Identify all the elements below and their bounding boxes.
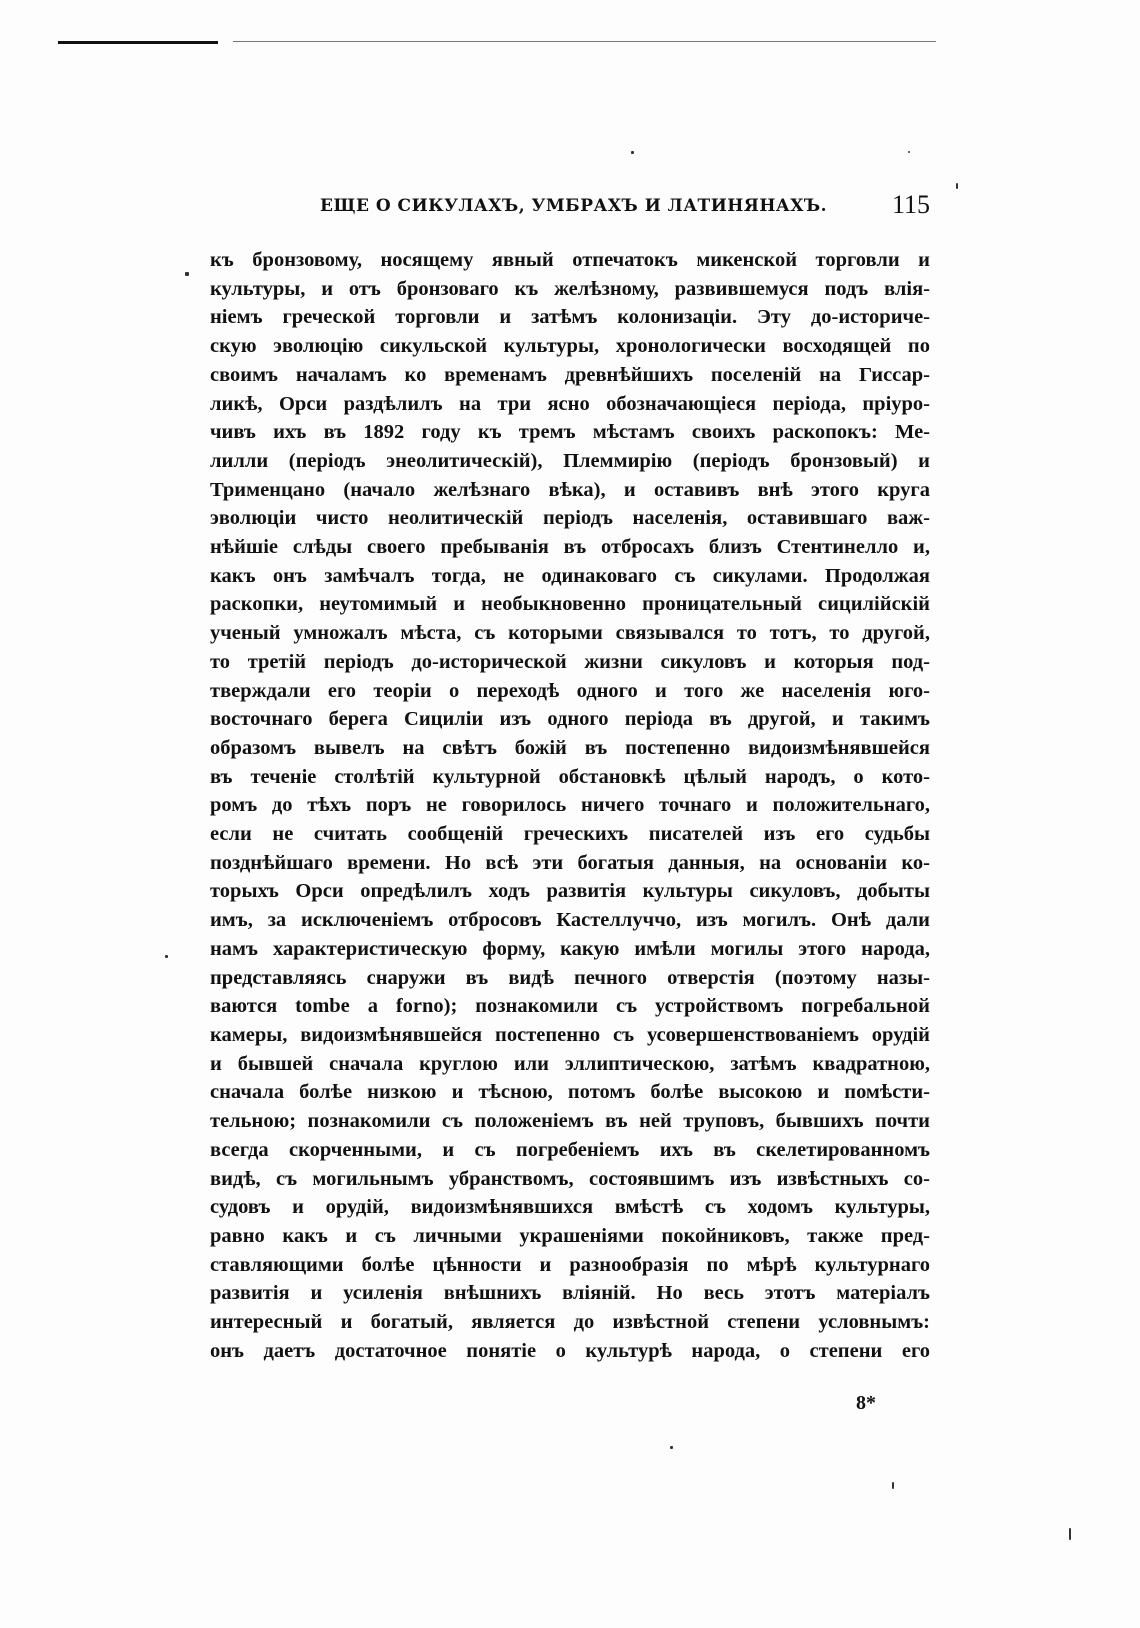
text-line: Трименцано (начало желѣзнаго вѣка), и оставивъ внѣ этого круга bbox=[210, 478, 930, 501]
text-line: интересный и богатый, является до извѣстной степени условнымъ: bbox=[210, 1311, 930, 1334]
text-line: лилли (періодъ энеолитическій), Племмирію (періодъ бронзовый) и bbox=[210, 449, 930, 472]
text-line: если не считать сообщеній греческихъ писателей изъ его судьбы bbox=[210, 823, 930, 846]
text-line: тельною; познакомили съ положеніемъ въ ней труповъ, бывшихъ почти bbox=[210, 1110, 930, 1133]
text-line: эволюціи чисто неолитическій періодъ населенія, оставившаго важ- bbox=[210, 507, 930, 530]
print-speck bbox=[1069, 1528, 1071, 1540]
text-line: всегда скорченными, и съ погребеніемъ ихъ въ скелетированномъ bbox=[210, 1138, 930, 1161]
text-line: равно какъ и съ личными украшеніями покойниковъ, также пред- bbox=[210, 1224, 930, 1247]
text-line: образомъ вывелъ на свѣтъ божій въ постепенно видоизмѣнявшейся bbox=[210, 736, 930, 759]
text-line: ваются tombe a forno); познакомили съ устройствомъ погребальной bbox=[210, 995, 930, 1018]
text-line: культуры, и отъ бронзоваго къ желѣзному, развившемуся подъ влія- bbox=[210, 277, 930, 300]
text-line: къ бронзовому, носящему явный отпечатокъ микенской торговли и bbox=[210, 249, 930, 271]
text-line: представляясь снаружи въ видѣ печного отверстія (поэтому назы- bbox=[210, 966, 930, 989]
print-speck bbox=[670, 1446, 673, 1449]
running-head: ЕЩЕ О СИКУЛАХЪ, УМБРАХЪ И ЛАТИНЯНАХЪ. bbox=[320, 196, 828, 216]
text-line: то третій періодъ до-исторической жизни сикуловъ и которыя под- bbox=[210, 650, 930, 673]
text-line: восточнаго берега Сициліи изъ одного періода въ другой, и такимъ bbox=[210, 708, 930, 731]
text-line: сначала болѣе низкою и тѣсною, потомъ болѣе высокою и помѣсти- bbox=[210, 1081, 930, 1104]
text-line: скую эволюцію сикульской культуры, хронологически восходящей по bbox=[210, 335, 930, 358]
text-line: какъ онъ замѣчалъ тогда, не одинаковаго съ сикулами. Продолжая bbox=[210, 564, 930, 587]
top-rule-thick bbox=[58, 41, 218, 44]
text-line: ликѣ, Орси раздѣлилъ на три ясно обозначающіеся періода, пріуро- bbox=[210, 392, 930, 415]
text-line: позднѣйшаго времени. Но всѣ эти богатыя данныя, на основаніи ко- bbox=[210, 851, 930, 874]
text-line: развитія и усиленія внѣшнихъ вліяній. Но весь этотъ матеріалъ bbox=[210, 1282, 930, 1305]
text-line: камеры, видоизмѣнявшейся постепенно съ усовершенствованіемъ орудій bbox=[210, 1023, 930, 1046]
text-line: имъ, за исключеніемъ отбросовъ Кастеллуччо, изъ могилъ. Онѣ дали bbox=[210, 909, 930, 932]
print-speck bbox=[956, 183, 958, 189]
print-speck bbox=[908, 151, 910, 153]
text-line: чивъ ихъ въ 1892 году къ тремъ мѣстамъ своихъ раскопокъ: Ме- bbox=[210, 421, 930, 444]
text-line: ніемъ греческой торговли и затѣмъ колонизаціи. Эту до-историче- bbox=[210, 306, 930, 329]
text-line: судовъ и орудій, видоизмѣнявшихся вмѣстѣ съ ходомъ культуры, bbox=[210, 1196, 930, 1219]
text-line: нѣйшіе слѣды своего пребыванія въ отбросахъ близъ Стентинелло и, bbox=[210, 536, 930, 559]
page-header bbox=[320, 190, 930, 222]
body-text bbox=[210, 246, 930, 1365]
text-line: ромъ до тѣхъ поръ не говорилось ничего точнаго и положительнаго, bbox=[210, 794, 930, 817]
text-line: онъ даетъ достаточное понятіе о культурѣ народа, о степени его bbox=[210, 1339, 930, 1362]
print-speck bbox=[631, 151, 634, 154]
text-line: видѣ, съ могильнымъ убранствомъ, состоявшимъ изъ извѣстныхъ со- bbox=[210, 1167, 930, 1190]
print-speck bbox=[185, 272, 189, 276]
top-rule-thin bbox=[233, 41, 936, 42]
print-speck bbox=[165, 955, 168, 958]
text-line: тверждали его теоріи о переходѣ одного и того же населенія юго- bbox=[210, 679, 930, 702]
page-number: 115 bbox=[891, 190, 930, 219]
text-line: раскопки, неутомимый и необыкновенно проницательный сицилійскій bbox=[210, 593, 930, 616]
text-line: въ теченіе столѣтій культурной обстановкѣ цѣлый народъ, о кото- bbox=[210, 765, 930, 788]
print-speck bbox=[892, 1482, 894, 1489]
text-line: намъ характеристическую форму, какую имѣли могилы этого народа, bbox=[210, 937, 930, 960]
text-line: ученый умножалъ мѣста, съ которыми связывался то тотъ, то другой, bbox=[210, 622, 930, 645]
text-line: своимъ началамъ ко временамъ древнѣйшихъ поселеній на Гиссар- bbox=[210, 363, 930, 386]
text-line: торыхъ Орси опредѣлилъ ходъ развитія культуры сикуловъ, добыты bbox=[210, 880, 930, 903]
signature-mark: 8* bbox=[856, 1392, 876, 1414]
text-line: ставляющими болѣе цѣнности и разнообразія по мѣрѣ культурнаго bbox=[210, 1253, 930, 1276]
text-line: и бывшей сначала круглою или эллиптическою, затѣмъ квадратною, bbox=[210, 1052, 930, 1075]
